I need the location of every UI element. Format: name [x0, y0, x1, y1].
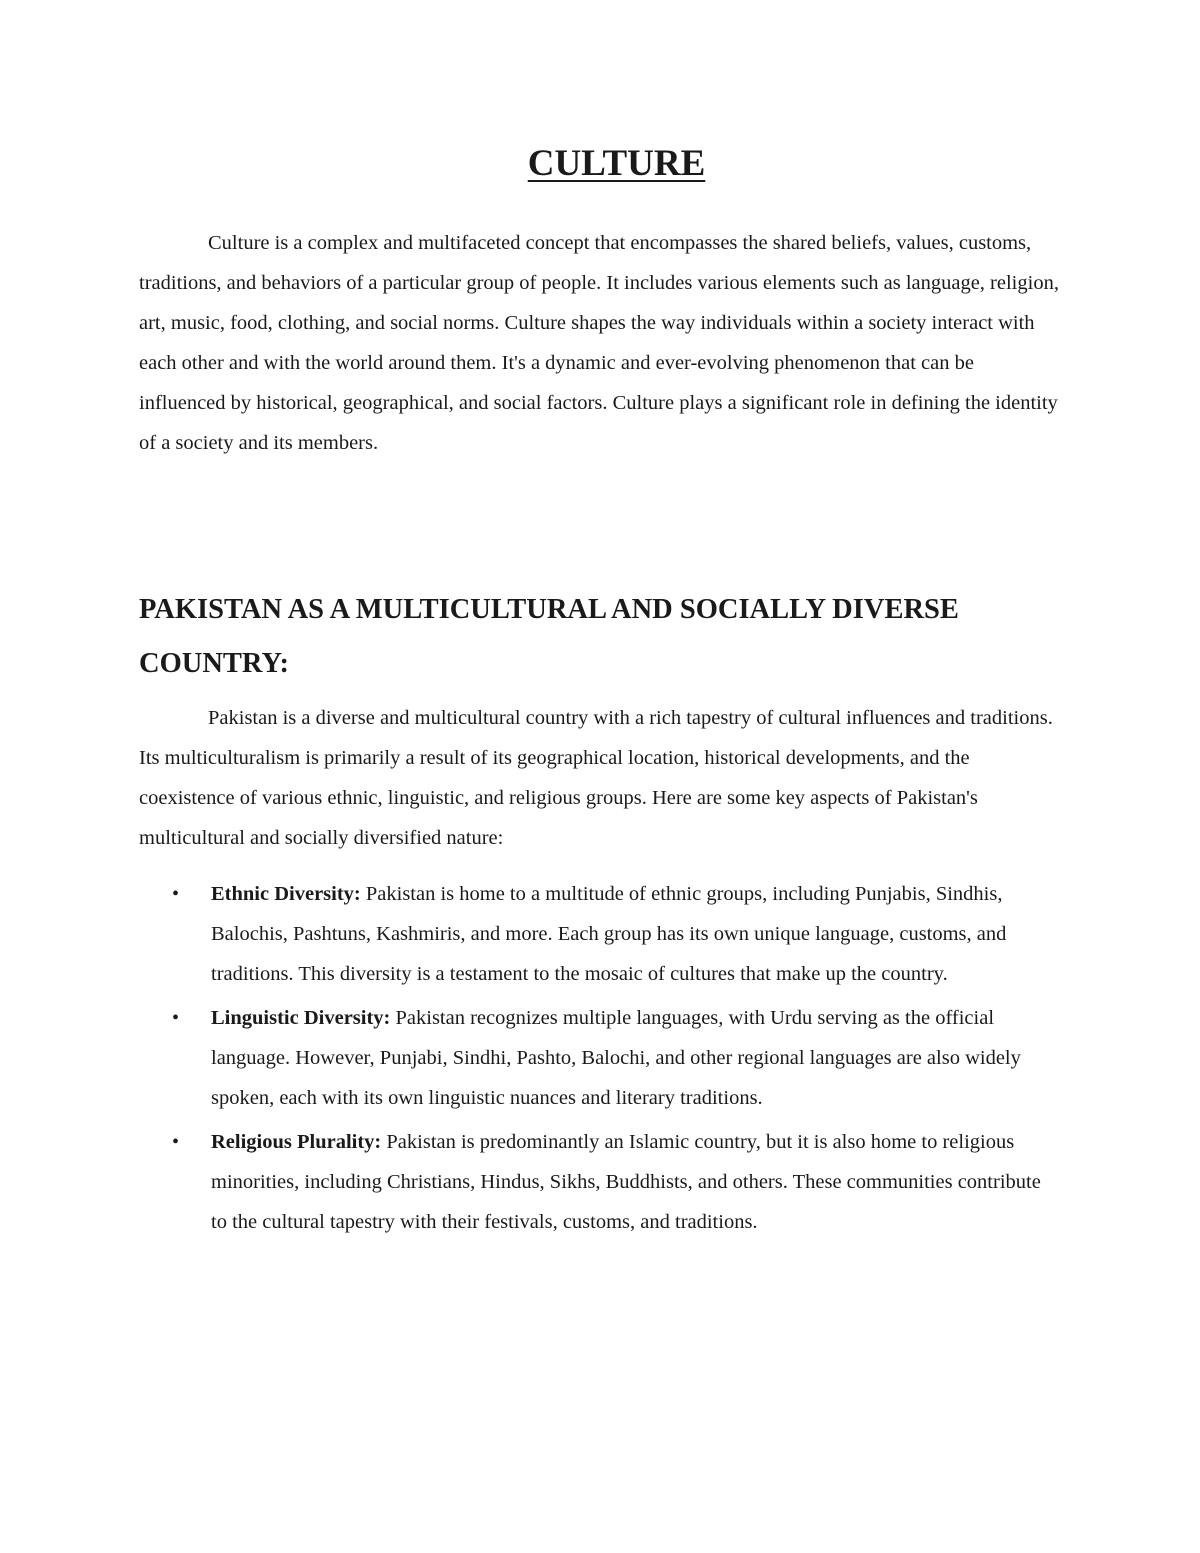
section-paragraph: Pakistan is a diverse and multicultural country with a rich tapestry of cultural influences and traditions. Its multiculturalism is primarily a result of its geographical location, historical developments, and the coexistence of various ethnic, linguistic, and religious groups. Here are some key aspects of Pakistan's multicultural and socially diversified nature:	[139, 707, 1053, 849]
list-item-ethnic-diversity	[0, 874, 1200, 994]
list-item-term: Linguistic Diversity:	[211, 1007, 391, 1029]
bullet-icon: •	[172, 883, 180, 905]
bullet-icon: •	[172, 1007, 180, 1029]
list-item-description: Pakistan recognizes multiple languages, with Urdu serving as the official language. However, Punjabi, Sindhi, Pashto, Balochi, and other regional languages are also widely spoken, each with its own linguistic nuances and literary traditions.	[211, 1007, 1021, 1109]
document-title: CULTURE	[527, 143, 706, 184]
list-item-term: Religious Plurality:	[211, 1131, 382, 1153]
bullet-icon: •	[172, 1131, 180, 1153]
list-item-description: Pakistan is home to a multitude of ethnic groups, including Punjabis, Sindhis, Balochis, Pashtuns, Kashmiris, and more. Each group has its own unique language, customs, and traditions. This diversity is a testament to the mosaic of cultures that make up the country.	[211, 883, 1007, 985]
list-item-term: Ethnic Diversity:	[211, 883, 361, 905]
list-item-text	[211, 1122, 1061, 1242]
list-item-text	[211, 874, 1061, 994]
list-item-linguistic-diversity	[0, 998, 1200, 1118]
list-item-religious-plurality	[0, 1122, 1200, 1242]
list-item-description: Pakistan is predominantly an Islamic country, but it is also home to religious minorities, including Christians, Hindus, Sikhs, Buddhists, and others. These communities contribute to the cultural tapestry with their festivals, customs, and traditions.	[211, 1131, 1041, 1233]
list-item-text	[211, 998, 1061, 1118]
section-heading: PAKISTAN AS A MULTICULTURAL AND SOCIALLY DIVERSE COUNTRY:	[139, 594, 959, 679]
bullet-list	[0, 874, 1200, 1246]
intro-paragraph: Culture is a complex and multifaceted concept that encompasses the shared beliefs, values, customs, traditions, and behaviors of a particular group of people. It includes various elements such as language, religion, art, music, food, clothing, and social norms. Culture shapes the way individuals within a society interact with each other and with the world around them. It's a dynamic and ever-evolving phenomenon that can be influenced by historical, geographical, and social factors. Culture plays a significant role in defining the identity of a society and its members.	[139, 232, 1059, 454]
